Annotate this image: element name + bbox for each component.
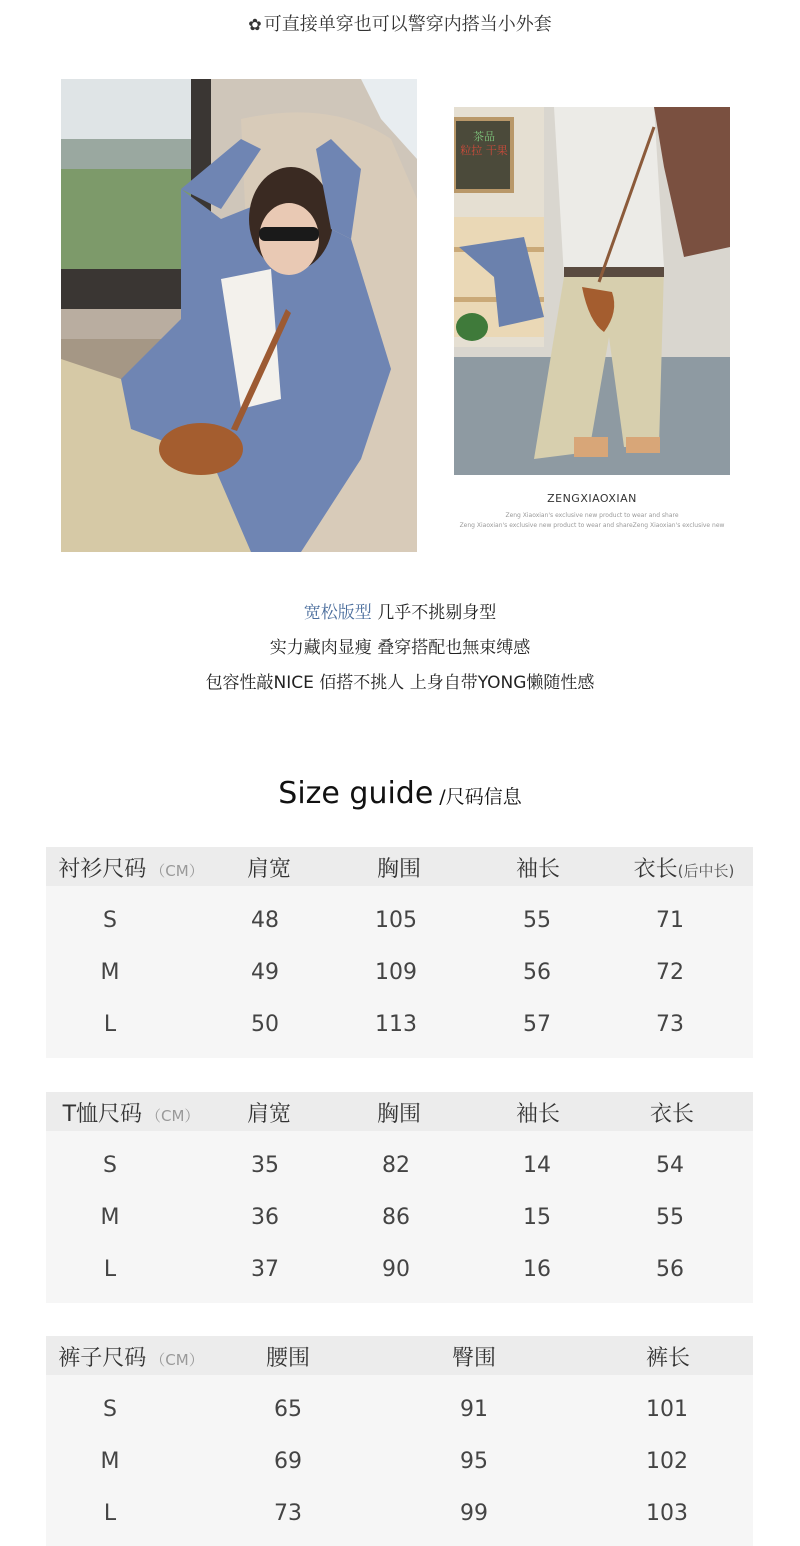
size-cell: S <box>103 1153 117 1178</box>
column-header: 胸围 <box>376 857 422 882</box>
value-cell: 14 <box>523 1153 551 1178</box>
pants-size-table <box>46 1336 753 1546</box>
tagline-3: 包容性敲NICE 佰搭不挑人 上身自带YONG懒随性感 <box>205 673 595 693</box>
tshirt-size-table <box>46 1092 753 1303</box>
value-cell: 16 <box>523 1257 551 1282</box>
size-cell: M <box>100 1449 120 1474</box>
value-cell: 55 <box>523 908 551 933</box>
size-guide-subheading: /尺码信息 <box>439 786 522 808</box>
size-cell: L <box>103 1257 117 1282</box>
value-cell: 56 <box>523 960 551 985</box>
tagline-2: 实力藏肉显瘦 叠穿搭配也無束缚感 <box>269 638 531 658</box>
value-cell: 113 <box>375 1012 417 1037</box>
value-cell: 48 <box>251 908 279 933</box>
tagline-1-accent: 宽松版型 <box>303 603 372 623</box>
value-cell: 50 <box>251 1012 279 1037</box>
right-model-photo <box>454 107 730 475</box>
value-cell: 49 <box>251 960 279 985</box>
value-cell: 65 <box>274 1397 302 1422</box>
value-cell: 90 <box>382 1257 410 1282</box>
column-header: 胸围 <box>376 1102 422 1127</box>
shirt-size-table <box>46 847 753 1058</box>
photo-sign-line1: 茶品 <box>473 130 495 143</box>
size-cell: S <box>103 1397 117 1422</box>
value-cell: 105 <box>375 908 417 933</box>
value-cell: 69 <box>274 1449 302 1474</box>
brand-tagline-2: Zeng Xiaoxian's exclusive new product to wear and shareZeng Xiaoxian's exclusive new <box>459 522 725 529</box>
column-header: 衣长(后中长) <box>633 857 735 882</box>
size-label-header: T恤尺码 （CM） <box>62 1102 200 1127</box>
photo-sign-line2: 粒拉 干果 <box>460 144 508 157</box>
value-cell: 102 <box>646 1449 688 1474</box>
value-cell: 86 <box>382 1205 410 1230</box>
column-header: 衣长 <box>649 1102 695 1127</box>
column-header: 袖长 <box>515 1102 561 1127</box>
header-caption: ✿ 可直接单穿也可以警穿内搭当小外套 <box>248 14 552 35</box>
size-cell: S <box>103 908 117 933</box>
value-cell: 73 <box>656 1012 684 1037</box>
flower-icon: ✿ <box>248 15 262 34</box>
size-cell: M <box>100 960 120 985</box>
column-header: 袖长 <box>515 857 561 882</box>
value-cell: 37 <box>251 1257 279 1282</box>
column-header: 肩宽 <box>246 1102 292 1127</box>
value-cell: 54 <box>656 1153 684 1178</box>
column-header: 臀围 <box>451 1346 497 1371</box>
value-cell: 36 <box>251 1205 279 1230</box>
value-cell: 91 <box>460 1397 488 1422</box>
column-header: 腰围 <box>265 1346 311 1371</box>
size-label-header: 裤子尺码 （CM） <box>58 1346 204 1371</box>
column-header: 裤长 <box>645 1346 691 1371</box>
value-cell: 95 <box>460 1449 488 1474</box>
tagline-1 <box>0 598 800 623</box>
photo-sign-text <box>458 130 510 158</box>
size-guide-heading: Size guide <box>278 776 434 811</box>
value-cell: 15 <box>523 1205 551 1230</box>
size-cell: L <box>103 1012 117 1037</box>
value-cell: 55 <box>656 1205 684 1230</box>
column-header: 肩宽 <box>246 857 292 882</box>
value-cell: 56 <box>656 1257 684 1282</box>
value-cell: 72 <box>656 960 684 985</box>
value-cell: 71 <box>656 908 684 933</box>
brand-name: ZENGXIAOXIAN <box>547 492 637 505</box>
size-cell: L <box>103 1501 117 1526</box>
tagline-1-rest: 几乎不挑剔身型 <box>371 603 497 623</box>
value-cell: 103 <box>646 1501 688 1526</box>
value-cell: 35 <box>251 1153 279 1178</box>
size-label-header: 衬衫尺码 （CM） <box>58 857 204 882</box>
value-cell: 101 <box>646 1397 688 1422</box>
size-cell: M <box>100 1205 120 1230</box>
value-cell: 109 <box>375 960 417 985</box>
brand-tagline-1: Zeng Xiaoxian's exclusive new product to wear and share <box>505 512 679 519</box>
value-cell: 82 <box>382 1153 410 1178</box>
size-guide-title <box>0 776 800 811</box>
value-cell: 99 <box>460 1501 488 1526</box>
value-cell: 57 <box>523 1012 551 1037</box>
left-model-photo <box>61 79 417 552</box>
value-cell: 73 <box>274 1501 302 1526</box>
